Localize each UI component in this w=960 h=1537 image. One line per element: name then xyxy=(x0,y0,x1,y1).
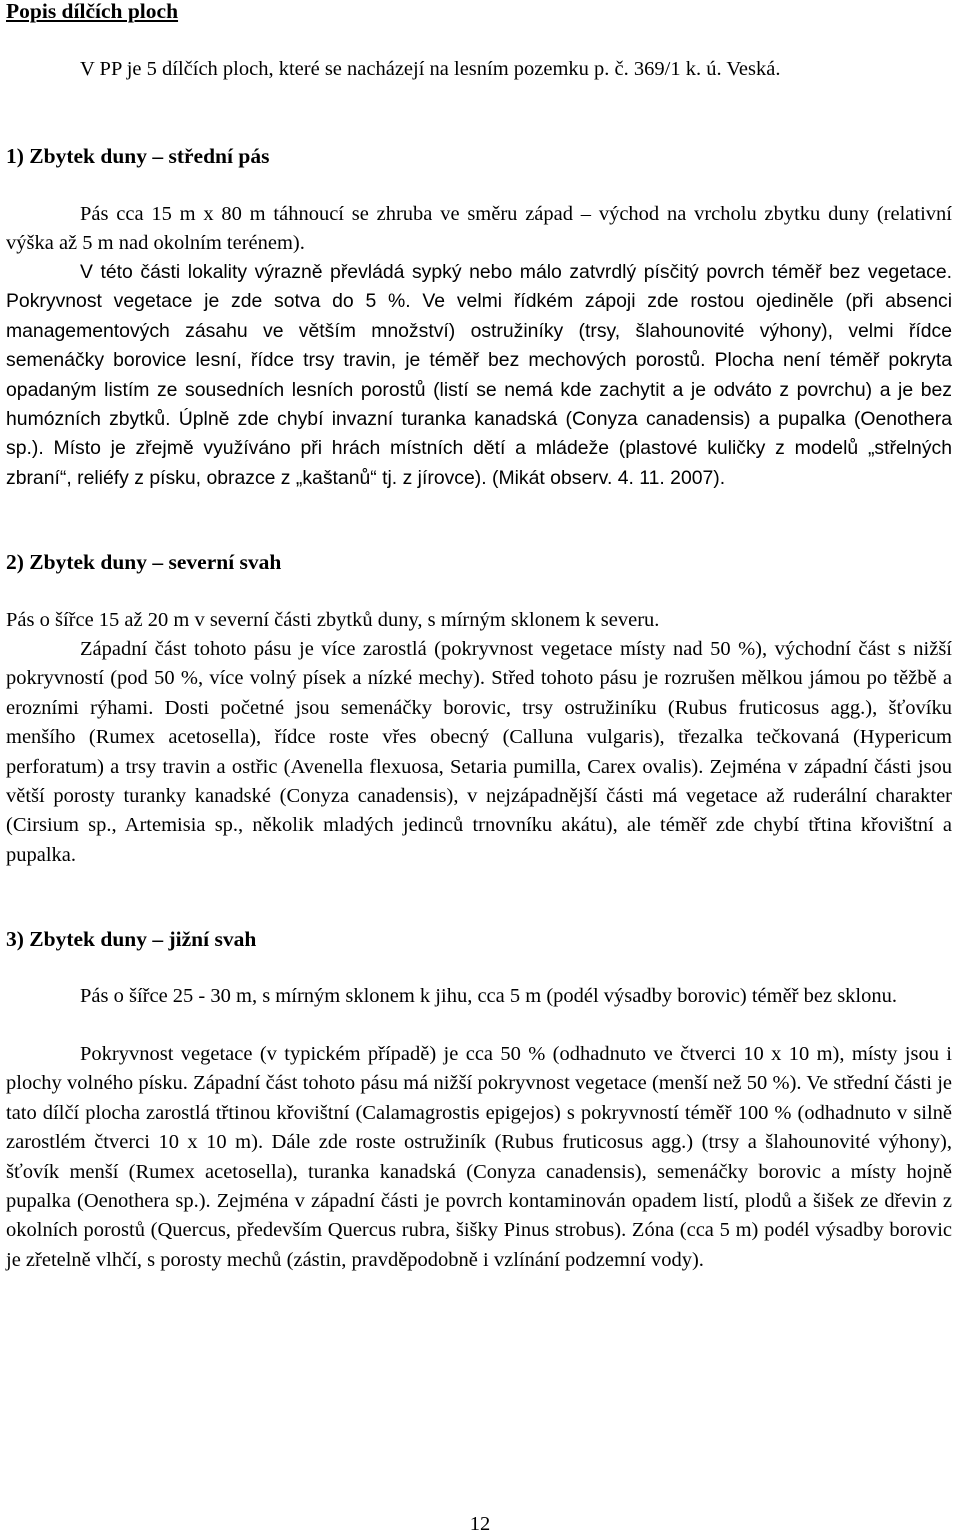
page-title: Popis dílčích ploch xyxy=(6,0,179,23)
intro-paragraph: V PP je 5 dílčích ploch, které se nacházejí na lesním pozemku p. č. 369/1 k. ú. Veská. xyxy=(80,58,781,80)
section-2-heading xyxy=(6,548,281,577)
section-2-paragraph-2: Západní část tohoto pásu je více zarostlá (pokryvnost vegetace místy nad 50 %), východní část s nižší pokryvností (pod 50 %, více volný písek a nízké mechy). Střed tohoto pásu je rozrušen mělkou jámou po těžbě a erozními rýhami. Dosti početné jsou semenáčky borovic, trsy ostružiníku (Rubus fruticosus agg.), šťovíku menšího (Rumex acetosella), řídce roste vřes obecný (Calluna vulgaris), třezalka tečkovaná (Hypericum perforatum) a trsy travin a ostřic (Avenella flexuosa, Setaria pumilla, Carex ovalis). Zejména v západní části jsou větší porosty turanky kanadské (Conyza canadensis), v nejzápadnější části má vegetace až ruderální charakter (Cirsium sp., Artemisia sp., několik mladých jedinců trnovníku akátu), ale téměř zde chybí třtina křovištní a pupalka. xyxy=(6,638,952,866)
section-3-heading-text: 3) Zbytek duny – jižní svah xyxy=(6,927,257,951)
section-1-heading xyxy=(6,142,269,171)
section-3-paragraph-2: Pokryvnost vegetace (v typickém případě) je cca 50 % (odhadnuto ve čtverci 10 x 10 m), místy jsou i plochy volného písku. Západní část tohoto pásu má nižší pokryvnost vegetace (menší než 50 %). Ve střední části je tato dílčí plocha zarostlá třtinou křovištní (Calamagrostis epigejos) s pokryvností téměř 100 % (odhadnuto v silně zarostlém čtverci 10 x 10 m). Dále zde roste ostružiník (Rubus fruticosus agg.) (trsy a šlahounovité výhony), šťovík menší (Rumex acetosella), turanka kanadská (Conyza canadensis), semenáčky borovic a místy hojně pupalka (Oenothera sp.). Zejména v západní části je povrch kontaminován opadem listí, plodů a šišek ze dřevin z okolních porostů (Quercus, především Quercus rubra, šišky Pinus strobus). Zóna (cca 5 m) podél výsadby borovic je zřetelně vlhčí, s porosty mechů (zástin, pravděpodobně i vzlínání podzemní vody). xyxy=(6,1043,952,1271)
page-number: 12 xyxy=(469,1513,491,1535)
section-1-heading-text: 1) Zbytek duny – střední pás xyxy=(6,144,270,168)
section-1-paragraph-2 xyxy=(6,258,952,493)
section-3-heading xyxy=(6,925,256,954)
section-2-paragraph-1: Pás o šířce 15 až 20 m v severní části zbytků duny, s mírným sklonem k severu. xyxy=(6,609,660,631)
section-3-paragraph-1: Pás o šířce 25 - 30 m, s mírným sklonem k jihu, cca 5 m (podél výsadby borovic) téměř bez sklonu. xyxy=(80,985,897,1007)
section-1-p2-text: V této části lokality výrazně převládá sypký nebo málo zatvrdlý písčitý povrch téměř bez vegetace. Pokryvnost vegetace je zde sotva do 5 %. Ve velmi řídkém zápoji zde rostou ojediněle (při absenci managementových zásahu ve větším množství) ostružiníky (trsy, šlahounovité výhony), velmi řídce semenáčky borovice lesní, řídce trsy travin, je téměř bez mechových porostů. Plocha není téměř pokryta opadaným listím ze sousedních lesních porostů (listí se nemá kde zachytit a je odváto z povrchu) a je bez humózních zbytků. Úplně zde chybí invazní turanka kanadská (Conyza canadensis) a pupalka (Oenothera sp.). Místo je zřejmě využíváno při hrách místních dětí a mládeže (plastové kuličky z modelů „střelných zbraní“, reliéfy z písku, obrazce z „kaštanů“ tj. z jírovce). (Mikát observ. 4. 11. 2007). xyxy=(6,261,952,489)
section-2-heading-text: 2) Zbytek duny – severní svah xyxy=(6,550,282,574)
section-1-paragraph-1: Pás cca 15 m x 80 m táhnoucí se zhruba ve směru západ – východ na vrcholu zbytku duny (relativní výška až 5 m nad okolním terénem). xyxy=(6,203,952,255)
